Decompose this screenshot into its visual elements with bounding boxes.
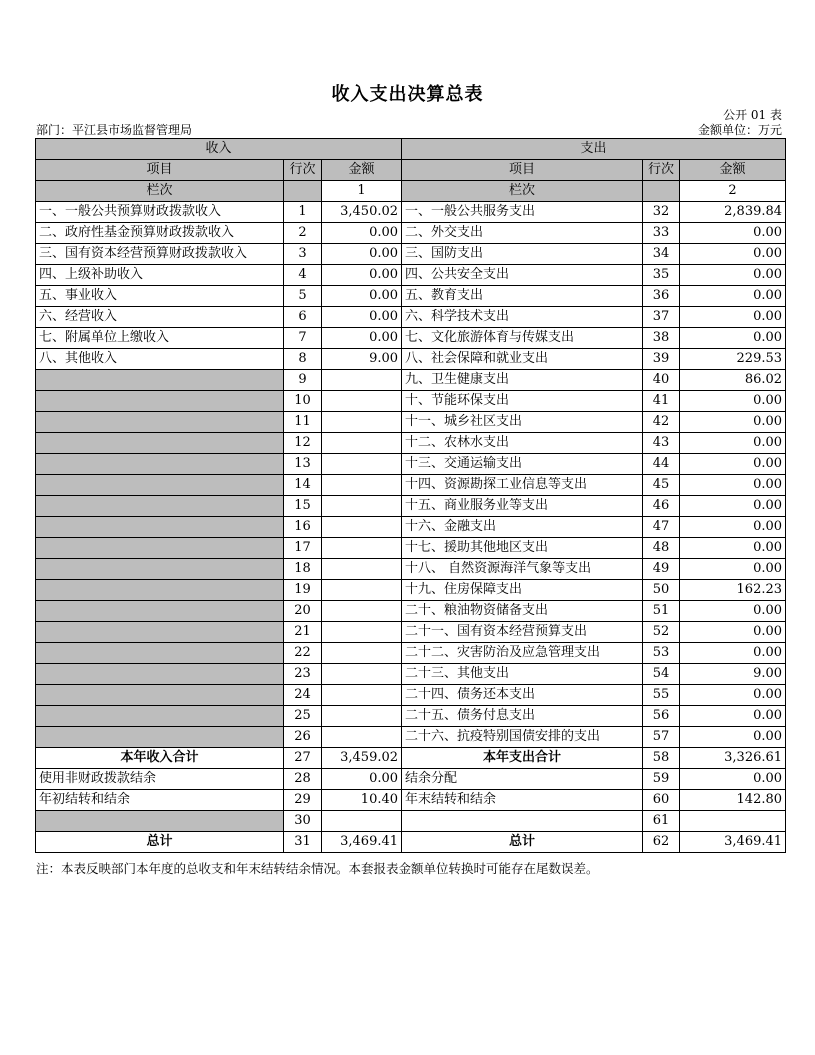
income-amount-cell	[322, 685, 402, 706]
income-amount-cell: 0.00	[322, 328, 402, 349]
income-amount-cell	[322, 517, 402, 538]
income-item-cell	[36, 391, 284, 412]
expense-item-cell: 二、外交支出	[402, 223, 643, 244]
income-item-cell: 总计	[36, 832, 284, 853]
table-row	[36, 622, 786, 643]
expense-line-cell: 34	[643, 244, 680, 265]
table-row	[36, 202, 786, 223]
table-row	[36, 706, 786, 727]
income-amount-cell: 3,450.02	[322, 202, 402, 223]
expense-item-cell: 本年支出合计	[402, 748, 643, 769]
table-row	[36, 811, 786, 832]
income-item-cell: 七、附属单位上缴收入	[36, 328, 284, 349]
expense-amount-cell	[680, 811, 786, 832]
table-row	[36, 286, 786, 307]
income-amount-cell	[322, 601, 402, 622]
expense-amount-cell: 0.00	[680, 412, 786, 433]
income-amount-cell	[322, 811, 402, 832]
table-row	[36, 454, 786, 475]
expense-item-cell: 总计	[402, 832, 643, 853]
income-amount-cell: 3,469.41	[322, 832, 402, 853]
expense-line-cell: 39	[643, 349, 680, 370]
expense-line-cell: 55	[643, 685, 680, 706]
income-line-cell: 28	[284, 769, 322, 790]
income-amount-cell	[322, 580, 402, 601]
income-amount-cell: 0.00	[322, 769, 402, 790]
table-row	[36, 391, 786, 412]
expense-line-cell: 53	[643, 643, 680, 664]
expense-amount-cell: 0.00	[680, 622, 786, 643]
income-line-cell: 31	[284, 832, 322, 853]
subtotal-row	[36, 748, 786, 769]
table-row	[36, 349, 786, 370]
amount-unit-label: 金额单位：万元	[697, 123, 782, 137]
expense-line-cell: 37	[643, 307, 680, 328]
income-amount-cell	[322, 622, 402, 643]
expense-amount-cell: 0.00	[680, 538, 786, 559]
expense-amount-cell: 0.00	[680, 433, 786, 454]
expense-line-cell: 54	[643, 664, 680, 685]
expense-amount-cell: 0.00	[680, 244, 786, 265]
income-item-cell	[36, 475, 284, 496]
expense-line-cell: 47	[643, 517, 680, 538]
income-line-cell: 19	[284, 580, 322, 601]
expense-item-cell: 二十、粮油物资储备支出	[402, 601, 643, 622]
expense-item-cell: 六、科学技术支出	[402, 307, 643, 328]
income-line-cell: 5	[284, 286, 322, 307]
income-item-cell	[36, 454, 284, 475]
expense-line-cell: 48	[643, 538, 680, 559]
income-amount-header: 金额	[322, 160, 402, 181]
expense-amount-cell: 0.00	[680, 454, 786, 475]
income-line-cell: 25	[284, 706, 322, 727]
expense-item-header: 项目	[402, 160, 643, 181]
income-line-blank	[284, 181, 322, 202]
income-line-cell: 12	[284, 433, 322, 454]
income-line-cell: 7	[284, 328, 322, 349]
income-line-cell: 17	[284, 538, 322, 559]
column-header-row	[36, 160, 786, 181]
income-item-cell: 二、政府性基金预算财政拨款收入	[36, 223, 284, 244]
income-line-cell: 9	[284, 370, 322, 391]
income-line-cell: 11	[284, 412, 322, 433]
expense-item-cell: 十六、金融支出	[402, 517, 643, 538]
expense-item-cell: 五、教育支出	[402, 286, 643, 307]
section-header-row	[36, 139, 786, 160]
footnote: 注：本表反映部门本年度的总收支和年末结转结余情况。本套报表金额单位转换时可能存在尾数误差。	[36, 861, 599, 876]
income-item-cell	[36, 811, 284, 832]
income-line-cell: 3	[284, 244, 322, 265]
department-label: 部门：平江县市场监督管理局	[36, 123, 193, 137]
income-item-cell: 本年收入合计	[36, 748, 284, 769]
income-line-header: 行次	[284, 160, 322, 181]
total-row	[36, 832, 786, 853]
income-line-cell: 8	[284, 349, 322, 370]
table-row	[36, 517, 786, 538]
expense-amount-cell: 229.53	[680, 349, 786, 370]
income-line-cell: 18	[284, 559, 322, 580]
income-section-header: 收入	[36, 139, 402, 160]
table-row	[36, 412, 786, 433]
expense-item-cell: 四、公共安全支出	[402, 265, 643, 286]
income-amount-cell: 0.00	[322, 223, 402, 244]
income-line-cell: 4	[284, 265, 322, 286]
table-row	[36, 790, 786, 811]
expense-amount-cell: 0.00	[680, 475, 786, 496]
expense-line-cell: 58	[643, 748, 680, 769]
expense-item-cell: 一、一般公共服务支出	[402, 202, 643, 223]
expense-item-cell: 二十六、抗疫特别国债安排的支出	[402, 727, 643, 748]
expense-line-cell: 40	[643, 370, 680, 391]
table-row	[36, 685, 786, 706]
income-amount-cell	[322, 454, 402, 475]
income-item-cell	[36, 538, 284, 559]
expense-item-cell: 二十一、国有资本经营预算支出	[402, 622, 643, 643]
income-line-cell: 27	[284, 748, 322, 769]
expense-line-cell: 44	[643, 454, 680, 475]
income-amount-cell	[322, 496, 402, 517]
expense-item-cell: 二十五、债务付息支出	[402, 706, 643, 727]
table-row	[36, 538, 786, 559]
income-line-cell: 1	[284, 202, 322, 223]
income-column-number: 1	[322, 181, 402, 202]
income-amount-cell: 0.00	[322, 286, 402, 307]
table-row	[36, 769, 786, 790]
income-item-cell	[36, 706, 284, 727]
table-row	[36, 643, 786, 664]
expense-item-cell: 二十四、债务还本支出	[402, 685, 643, 706]
income-item-cell	[36, 664, 284, 685]
income-line-cell: 29	[284, 790, 322, 811]
expense-line-cell: 42	[643, 412, 680, 433]
expense-amount-cell: 0.00	[680, 223, 786, 244]
expense-line-cell: 50	[643, 580, 680, 601]
income-amount-cell	[322, 391, 402, 412]
expense-line-cell: 60	[643, 790, 680, 811]
table-row	[36, 265, 786, 286]
expense-item-cell: 十二、农林水支出	[402, 433, 643, 454]
table-row	[36, 727, 786, 748]
expense-line-cell: 45	[643, 475, 680, 496]
expense-item-cell: 十、节能环保支出	[402, 391, 643, 412]
table-row	[36, 559, 786, 580]
expense-line-cell: 52	[643, 622, 680, 643]
income-item-cell	[36, 727, 284, 748]
expense-amount-cell: 0.00	[680, 727, 786, 748]
expense-line-cell: 46	[643, 496, 680, 517]
expense-line-cell: 33	[643, 223, 680, 244]
table-row	[36, 475, 786, 496]
income-amount-cell	[322, 727, 402, 748]
expense-amount-cell: 0.00	[680, 685, 786, 706]
expense-line-cell: 51	[643, 601, 680, 622]
expense-amount-cell: 0.00	[680, 601, 786, 622]
income-amount-cell: 0.00	[322, 244, 402, 265]
expense-line-cell: 57	[643, 727, 680, 748]
income-item-cell	[36, 433, 284, 454]
income-item-cell	[36, 496, 284, 517]
income-amount-cell	[322, 538, 402, 559]
expense-item-cell: 十七、援助其他地区支出	[402, 538, 643, 559]
income-item-cell: 一、一般公共预算财政拨款收入	[36, 202, 284, 223]
table-row	[36, 223, 786, 244]
income-item-cell	[36, 643, 284, 664]
income-amount-cell	[322, 475, 402, 496]
expense-amount-cell: 0.00	[680, 706, 786, 727]
expense-amount-header: 金额	[680, 160, 786, 181]
income-amount-cell	[322, 559, 402, 580]
expense-column-label: 栏次	[402, 181, 643, 202]
income-amount-cell: 0.00	[322, 307, 402, 328]
expense-item-cell: 十四、资源勘探工业信息等支出	[402, 475, 643, 496]
expense-amount-cell: 0.00	[680, 286, 786, 307]
expense-amount-cell: 0.00	[680, 307, 786, 328]
expense-amount-cell: 3,469.41	[680, 832, 786, 853]
expense-line-cell: 36	[643, 286, 680, 307]
expense-item-cell: 八、社会保障和就业支出	[402, 349, 643, 370]
expense-line-cell: 41	[643, 391, 680, 412]
income-line-cell: 2	[284, 223, 322, 244]
expense-line-cell: 49	[643, 559, 680, 580]
table-row	[36, 580, 786, 601]
income-line-cell: 21	[284, 622, 322, 643]
income-item-cell	[36, 580, 284, 601]
income-item-cell	[36, 685, 284, 706]
table-row	[36, 307, 786, 328]
income-amount-cell	[322, 370, 402, 391]
income-line-cell: 16	[284, 517, 322, 538]
expense-amount-cell: 3,326.61	[680, 748, 786, 769]
income-line-cell: 15	[284, 496, 322, 517]
expense-amount-cell: 0.00	[680, 265, 786, 286]
income-item-cell	[36, 622, 284, 643]
income-line-cell: 6	[284, 307, 322, 328]
expense-line-cell: 59	[643, 769, 680, 790]
income-item-cell	[36, 559, 284, 580]
expense-amount-cell: 142.80	[680, 790, 786, 811]
income-item-cell	[36, 412, 284, 433]
expense-item-cell: 三、国防支出	[402, 244, 643, 265]
expense-amount-cell: 0.00	[680, 328, 786, 349]
income-item-cell	[36, 517, 284, 538]
table-row	[36, 433, 786, 454]
income-amount-cell	[322, 643, 402, 664]
expense-amount-cell: 0.00	[680, 517, 786, 538]
income-line-cell: 30	[284, 811, 322, 832]
income-item-cell: 三、国有资本经营预算财政拨款收入	[36, 244, 284, 265]
expense-line-blank	[643, 181, 680, 202]
expense-section-header: 支出	[402, 139, 786, 160]
income-item-cell: 使用非财政拨款结余	[36, 769, 284, 790]
expense-item-cell: 年末结转和结余	[402, 790, 643, 811]
income-item-cell: 四、上级补助收入	[36, 265, 284, 286]
income-item-cell	[36, 370, 284, 391]
table-row	[36, 370, 786, 391]
expense-amount-cell: 0.00	[680, 643, 786, 664]
expense-amount-cell: 162.23	[680, 580, 786, 601]
expense-amount-cell: 0.00	[680, 769, 786, 790]
income-line-cell: 13	[284, 454, 322, 475]
expense-column-number: 2	[680, 181, 786, 202]
income-amount-cell: 0.00	[322, 265, 402, 286]
income-line-cell: 14	[284, 475, 322, 496]
income-amount-cell	[322, 433, 402, 454]
form-code: 公开 01 表	[723, 108, 782, 122]
table-row	[36, 601, 786, 622]
expense-amount-cell: 2,839.84	[680, 202, 786, 223]
income-amount-cell	[322, 706, 402, 727]
expense-item-cell: 九、卫生健康支出	[402, 370, 643, 391]
expense-amount-cell: 0.00	[680, 559, 786, 580]
expense-line-cell: 62	[643, 832, 680, 853]
table-row	[36, 328, 786, 349]
income-item-header: 项目	[36, 160, 284, 181]
income-amount-cell: 9.00	[322, 349, 402, 370]
expense-item-cell	[402, 811, 643, 832]
expense-amount-cell: 0.00	[680, 496, 786, 517]
expense-amount-cell: 9.00	[680, 664, 786, 685]
expense-line-cell: 56	[643, 706, 680, 727]
income-item-cell: 六、经营收入	[36, 307, 284, 328]
income-item-cell: 年初结转和结余	[36, 790, 284, 811]
expense-item-cell: 十八、 自然资源海洋气象等支出	[402, 559, 643, 580]
expense-item-cell: 二十三、其他支出	[402, 664, 643, 685]
income-expense-table	[35, 138, 786, 853]
expense-line-cell: 35	[643, 265, 680, 286]
income-column-label: 栏次	[36, 181, 284, 202]
expense-item-cell: 七、文化旅游体育与传媒支出	[402, 328, 643, 349]
expense-item-cell: 十一、城乡社区支出	[402, 412, 643, 433]
income-amount-cell: 3,459.02	[322, 748, 402, 769]
column-number-row	[36, 181, 786, 202]
table-row	[36, 664, 786, 685]
income-line-cell: 24	[284, 685, 322, 706]
income-line-cell: 20	[284, 601, 322, 622]
expense-item-cell: 二十二、灾害防治及应急管理支出	[402, 643, 643, 664]
income-item-cell	[36, 601, 284, 622]
expense-item-cell: 十九、住房保障支出	[402, 580, 643, 601]
income-line-cell: 22	[284, 643, 322, 664]
table-row	[36, 244, 786, 265]
expense-line-cell: 32	[643, 202, 680, 223]
expense-item-cell: 结余分配	[402, 769, 643, 790]
table-row	[36, 496, 786, 517]
expense-line-header: 行次	[643, 160, 680, 181]
income-item-cell: 五、事业收入	[36, 286, 284, 307]
income-amount-cell	[322, 664, 402, 685]
report-title: 收入支出决算总表	[331, 84, 484, 105]
expense-line-cell: 43	[643, 433, 680, 454]
expense-item-cell: 十五、商业服务业等支出	[402, 496, 643, 517]
expense-item-cell: 十三、交通运输支出	[402, 454, 643, 475]
expense-line-cell: 38	[643, 328, 680, 349]
income-line-cell: 10	[284, 391, 322, 412]
income-line-cell: 23	[284, 664, 322, 685]
income-line-cell: 26	[284, 727, 322, 748]
expense-amount-cell: 86.02	[680, 370, 786, 391]
income-amount-cell: 10.40	[322, 790, 402, 811]
income-amount-cell	[322, 412, 402, 433]
income-item-cell: 八、其他收入	[36, 349, 284, 370]
expense-line-cell: 61	[643, 811, 680, 832]
expense-amount-cell: 0.00	[680, 391, 786, 412]
